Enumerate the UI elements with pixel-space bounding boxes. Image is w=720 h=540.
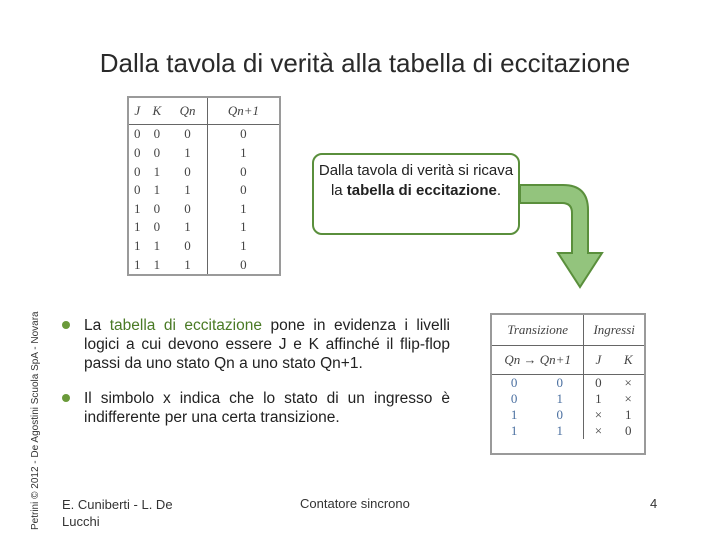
truth-header-qn: Qn [168,98,207,125]
bullet-dot-icon [62,321,70,329]
exc-subheader-transition: Qn → Qn+1 [492,346,584,375]
callout-bold: tabella di eccitazione [346,182,497,199]
truth-cell: 1 [134,219,141,235]
truth-cell: 0 [168,125,207,144]
truth-header-j: J [129,98,146,125]
truth-cell: 0 [168,237,207,256]
truth-cell: 0 [153,200,161,216]
truth-header-k: K [146,98,169,125]
truth-cell: 0 [134,126,141,142]
page-number: 4 [650,496,658,511]
truth-table [127,96,281,276]
callout-text: Dalla tavola di verità si ricava la [318,162,514,199]
truth-cell: 1 [134,200,141,216]
truth-cell: 0 [153,126,161,142]
truth-row [129,125,279,144]
exc-subheader-k: K [612,346,644,375]
truth-cell: 1 [153,163,161,179]
truth-cell: 1 [153,238,161,253]
exc-row [492,423,644,439]
truth-cell: 0 [240,256,247,272]
truth-cell: 0 [134,163,141,179]
truth-cell: 0 [168,199,207,218]
slide-title: Dalla tavola di verità alla tabella di eccitazione [99,48,631,78]
truth-cell: 0 [240,182,247,198]
exc-cell: 1 [510,423,518,438]
truth-row [129,237,279,256]
exc-cell: 0 [624,423,632,438]
truth-cell: 0 [240,126,247,142]
exc-cell: 0 [536,375,584,392]
truth-cell: 1 [168,255,207,274]
truth-cell: 1 [134,238,141,253]
bullet-item [62,316,450,373]
bullet-text: pone in evidenza i livelli logici a cui devono essere J e K affinché il flip-flop passi da uno stato Qn a uno stato Qn+1. [84,317,450,372]
exc-cell: 0 [595,375,602,390]
exc-cell: × [594,407,603,422]
truth-row [129,255,279,274]
truth-row [129,144,279,163]
excitation-table [490,313,646,455]
truth-row [129,199,279,218]
bullet-list [62,316,450,443]
bullet-text: La [84,317,110,334]
truth-cell: 1 [153,256,161,272]
footer-title: Contatore sincrono [300,496,410,511]
bullet-dot-icon [62,394,70,402]
truth-cell: 1 [168,181,207,200]
exc-row [492,407,644,423]
exc-cell: 1 [536,391,584,407]
truth-cell: 0 [153,144,161,160]
exc-cell: 1 [595,391,602,406]
bullet-text: Il simbolo x indica che lo stato di un ingresso è indifferente per una certa transizione. [84,390,450,426]
side-credit: Petrini © 2012 - De Agostini Scuola SpA - Novara [30,311,41,530]
exc-cell: × [624,391,632,406]
exc-cell: 0 [510,375,518,390]
truth-header-qn1: Qn+1 [207,98,279,125]
truth-cell: 0 [153,219,161,235]
exc-row [492,391,644,407]
truth-cell: 1 [240,238,247,253]
truth-cell: 0 [240,163,247,179]
bullet-item [62,389,450,427]
callout-end: . [496,182,502,199]
truth-cell: 1 [153,182,161,198]
exc-cell: 0 [536,407,584,423]
footer-author [62,496,192,530]
exc-cell: × [624,375,632,390]
truth-row [129,218,279,237]
footer-author-text: E. Cuniberti - L. De Lucchi [62,497,173,529]
exc-cell: × [594,423,603,438]
exc-header-transition: Transizione [492,315,584,346]
curved-arrow-icon [518,175,608,295]
truth-cell: 1 [240,144,247,160]
truth-cell: 0 [134,182,141,198]
truth-cell: 1 [168,144,207,163]
truth-cell: 1 [240,200,247,216]
exc-cell: 0 [510,391,518,406]
exc-subheader-j: J [584,346,613,375]
exc-cell: 1 [536,423,584,439]
truth-cell: 1 [240,219,247,235]
exc-header-inputs: Ingressi [584,315,644,346]
bullet-highlight: tabella di eccitazione [109,317,262,334]
exc-cell: 1 [510,407,518,422]
truth-row [129,181,279,200]
truth-cell: 0 [168,162,207,181]
truth-cell: 1 [134,256,141,272]
truth-cell: 1 [168,218,207,237]
exc-row [492,375,644,392]
truth-row [129,162,279,181]
callout-box [312,153,520,235]
exc-cell: 1 [624,407,632,422]
truth-cell: 0 [134,144,141,160]
